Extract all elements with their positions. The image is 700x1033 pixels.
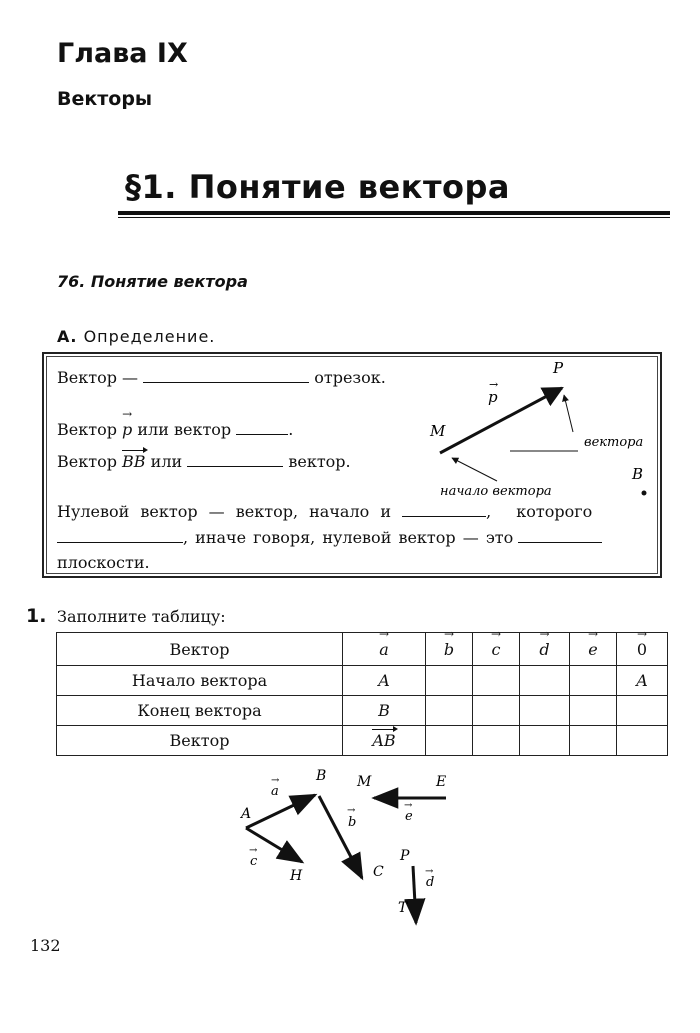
vector-header-a xyxy=(343,633,426,666)
vector-d-line xyxy=(413,866,416,923)
fig-point-t: T xyxy=(398,900,408,916)
def-line3-a: Вектор xyxy=(57,452,117,471)
chapter-subtitle: Векторы xyxy=(57,88,153,110)
fig-point-a: A xyxy=(241,806,252,822)
vector-header-e xyxy=(570,633,617,666)
table-row xyxy=(57,726,668,756)
vector-table xyxy=(56,632,668,756)
fig-vec-c: c xyxy=(250,854,258,869)
cell-notation-a xyxy=(343,726,426,756)
vec-zero: → 0 xyxy=(637,640,647,659)
vec-b: → b xyxy=(444,640,454,659)
chapter-title: Глава IX xyxy=(57,38,188,69)
cell-notation-e[interactable] xyxy=(570,726,617,756)
section-title: §1. Понятие вектора xyxy=(125,168,510,206)
vector-header-zero xyxy=(617,633,668,666)
point-m-label: M xyxy=(430,422,446,440)
cell-notation-zero[interactable] xyxy=(617,726,668,756)
fig-vec-e: e xyxy=(405,809,413,824)
fig-vec-c-arrow: → xyxy=(249,845,258,856)
cell-start-d[interactable] xyxy=(520,666,570,696)
def-line2-b: или вектор xyxy=(137,420,232,439)
def-line2-c: . xyxy=(288,420,294,439)
fig-point-h: H xyxy=(290,868,303,884)
fig-point-c: C xyxy=(373,864,384,880)
vector-bb-notation: BB xyxy=(122,452,146,471)
fig-vec-a-arrow: → xyxy=(271,775,280,786)
vector-p-notation: → p xyxy=(122,420,132,439)
cell-end-d[interactable] xyxy=(520,696,570,726)
point-b-dot xyxy=(642,491,647,496)
point-p-label: P xyxy=(553,359,564,377)
part-a-label: А. xyxy=(57,327,78,346)
fig-vec-a: a xyxy=(271,784,279,799)
cell-start-a: A xyxy=(343,666,426,696)
row-header: Вектор xyxy=(57,633,343,666)
fig-vec-d-arrow: → xyxy=(425,866,434,877)
vec-a: → a xyxy=(379,640,389,659)
cell-end-zero[interactable] xyxy=(617,696,668,726)
vector-p-label: p xyxy=(488,388,498,406)
row-header: Конец вектора xyxy=(57,696,343,726)
cell-notation-b[interactable] xyxy=(426,726,473,756)
def-line5-a: , иначе говоря, нулевой вектор — это xyxy=(183,528,514,547)
vec-e: → e xyxy=(588,640,597,659)
fig-point-p: P xyxy=(400,848,410,864)
vec-d: → d xyxy=(539,640,549,659)
fig-vec-d: d xyxy=(426,875,435,890)
fig-vec-b-arrow: → xyxy=(347,805,356,816)
table-row xyxy=(57,696,668,726)
fig-point-b: B xyxy=(316,768,327,784)
row-header: Начало вектора xyxy=(57,666,343,696)
table-row xyxy=(57,666,668,696)
cell-notation-d[interactable] xyxy=(520,726,570,756)
vector-header-d xyxy=(520,633,570,666)
cell-start-b[interactable] xyxy=(426,666,473,696)
vector-header-b xyxy=(426,633,473,666)
fig-point-e: E xyxy=(436,774,447,790)
table-row xyxy=(57,633,668,666)
pointer-end-arrow xyxy=(564,395,573,432)
cell-notation-c[interactable] xyxy=(473,726,520,756)
cell-end-e[interactable] xyxy=(570,696,617,726)
cell-end-c[interactable] xyxy=(473,696,520,726)
task-number: 1. xyxy=(26,605,47,627)
cell-start-zero: A xyxy=(617,666,668,696)
vector-p-arrow-glyph: → xyxy=(489,378,499,391)
cell-start-e[interactable] xyxy=(570,666,617,696)
def-line6: плоскости. xyxy=(57,553,150,572)
row-header: Вектор xyxy=(57,726,343,756)
vec-c: → c xyxy=(492,640,501,659)
fig-vec-e-arrow: → xyxy=(404,800,413,811)
fig-vec-b: b xyxy=(348,815,357,830)
task-text: Заполните таблицу: xyxy=(57,607,226,626)
vector-header-c xyxy=(473,633,520,666)
def-line4-a: Нулевой вектор — вектор, начало и xyxy=(57,502,392,521)
part-a-text: Определение. xyxy=(83,327,216,346)
def-line1-b: отрезок. xyxy=(314,368,386,387)
notation-ab: AB xyxy=(372,731,396,750)
pointer-start-arrow xyxy=(452,458,497,481)
label-end-vector: вектора xyxy=(584,435,644,450)
topic-title: 76. Понятие вектора xyxy=(57,272,248,291)
fig-point-m: M xyxy=(357,774,372,790)
def-line3-c: вектор. xyxy=(288,452,351,471)
vector-mp-line xyxy=(440,388,562,453)
cell-end-b[interactable] xyxy=(426,696,473,726)
vector-a-line xyxy=(246,795,315,828)
point-b-label: B xyxy=(632,465,644,483)
def-line2-a: Вектор xyxy=(57,420,117,439)
page-number: 132 xyxy=(30,936,61,955)
def-line1-a: Вектор — xyxy=(57,368,139,387)
label-start-vector: начало вектора xyxy=(440,484,552,499)
def-line3-b: или xyxy=(150,452,183,471)
cell-start-c[interactable] xyxy=(473,666,520,696)
vector-b-line xyxy=(319,796,362,878)
def-line4-b: , которого xyxy=(486,502,593,521)
cell-end-a: B xyxy=(343,696,426,726)
